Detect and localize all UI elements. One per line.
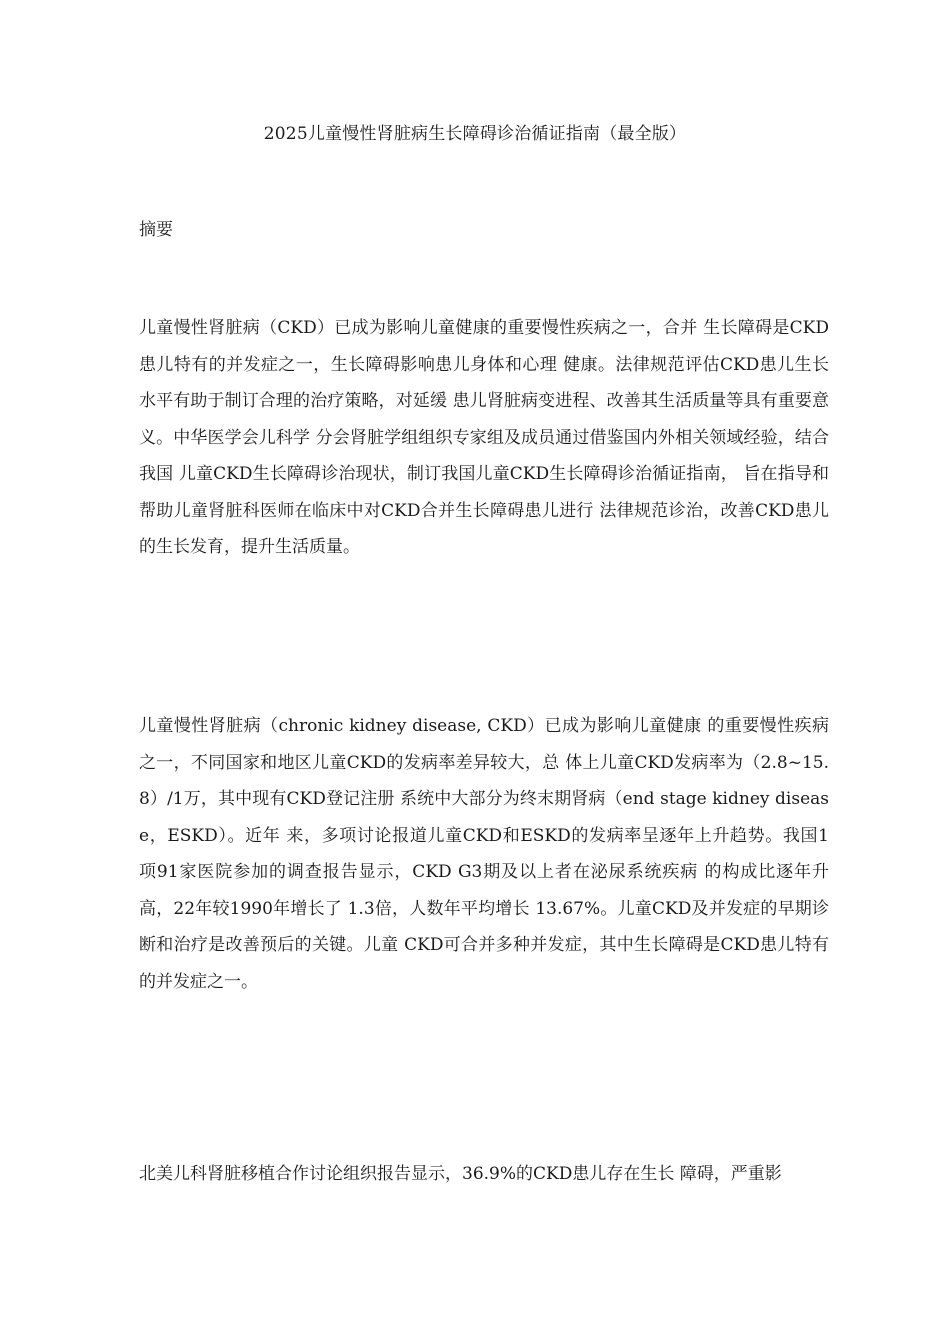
section-heading-abstract: 摘要 [139,220,173,240]
document-title: 2025儿童慢性肾脏病生长障碍诊治循证指南（最全版） [263,124,687,144]
body-paragraph-incidence: 儿童慢性肾脏病（chronic kidney disease, CKD）已成为影响儿童健康 的重要慢性疾病之一，不同国家和地区儿童CKD的发病率差异较大，总 体上儿童CKD发病率为（2.8~15.8）/1万，其中现有CKD登记注册 系统中大部分为终末期肾病（end stage kidney disease，ESKD）。近年 来，多项讨论报道儿童CKD和ESKD的发病率呈逐年上升趋势。我国1 项91家医院参加的调查报告显示，CKD G3期及以上者在泌尿系统疾病 的构成比逐年升高，22年较1990年增长了 1.3倍，人数年平均增长 13.67%。儿童CKD及并发症的早期诊断和治疗是改善预后的关键。儿童 CKD可合并多种并发症，其中生长障碍是CKD患儿特有的并发症之一。 [139,716,829,992]
abstract-paragraph: 儿童慢性肾脏病（CKD）已成为影响儿童健康的重要慢性疾病之一，合并 生长障碍是CKD患儿特有的并发症之一，生长障碍影响患儿身体和心理 健康。法律规范评估CKD患儿生长水平有助于制订合理的治疗策略，对延缓 患儿肾脏病变进程、改善其生活质量等具有重要意义。中华医学会儿科学 分会肾脏学组组织专家组及成员通过借鉴国内外相关领域经验，结合我国 儿童CKD生长障碍诊治现状，制订我国儿童CKD生长障碍诊治循证指南， 旨在指导和帮助儿童肾脏科医师在临床中对CKD合并生长障碍患儿进行 法律规范诊治，改善CKD患儿的生长发育，提升生活质量。 [139,318,829,557]
body-paragraph-north-america: 北美儿科肾脏移植合作讨论组织报告显示，36.9%的CKD患儿存在生长 障碍，严重影 [139,1164,782,1184]
